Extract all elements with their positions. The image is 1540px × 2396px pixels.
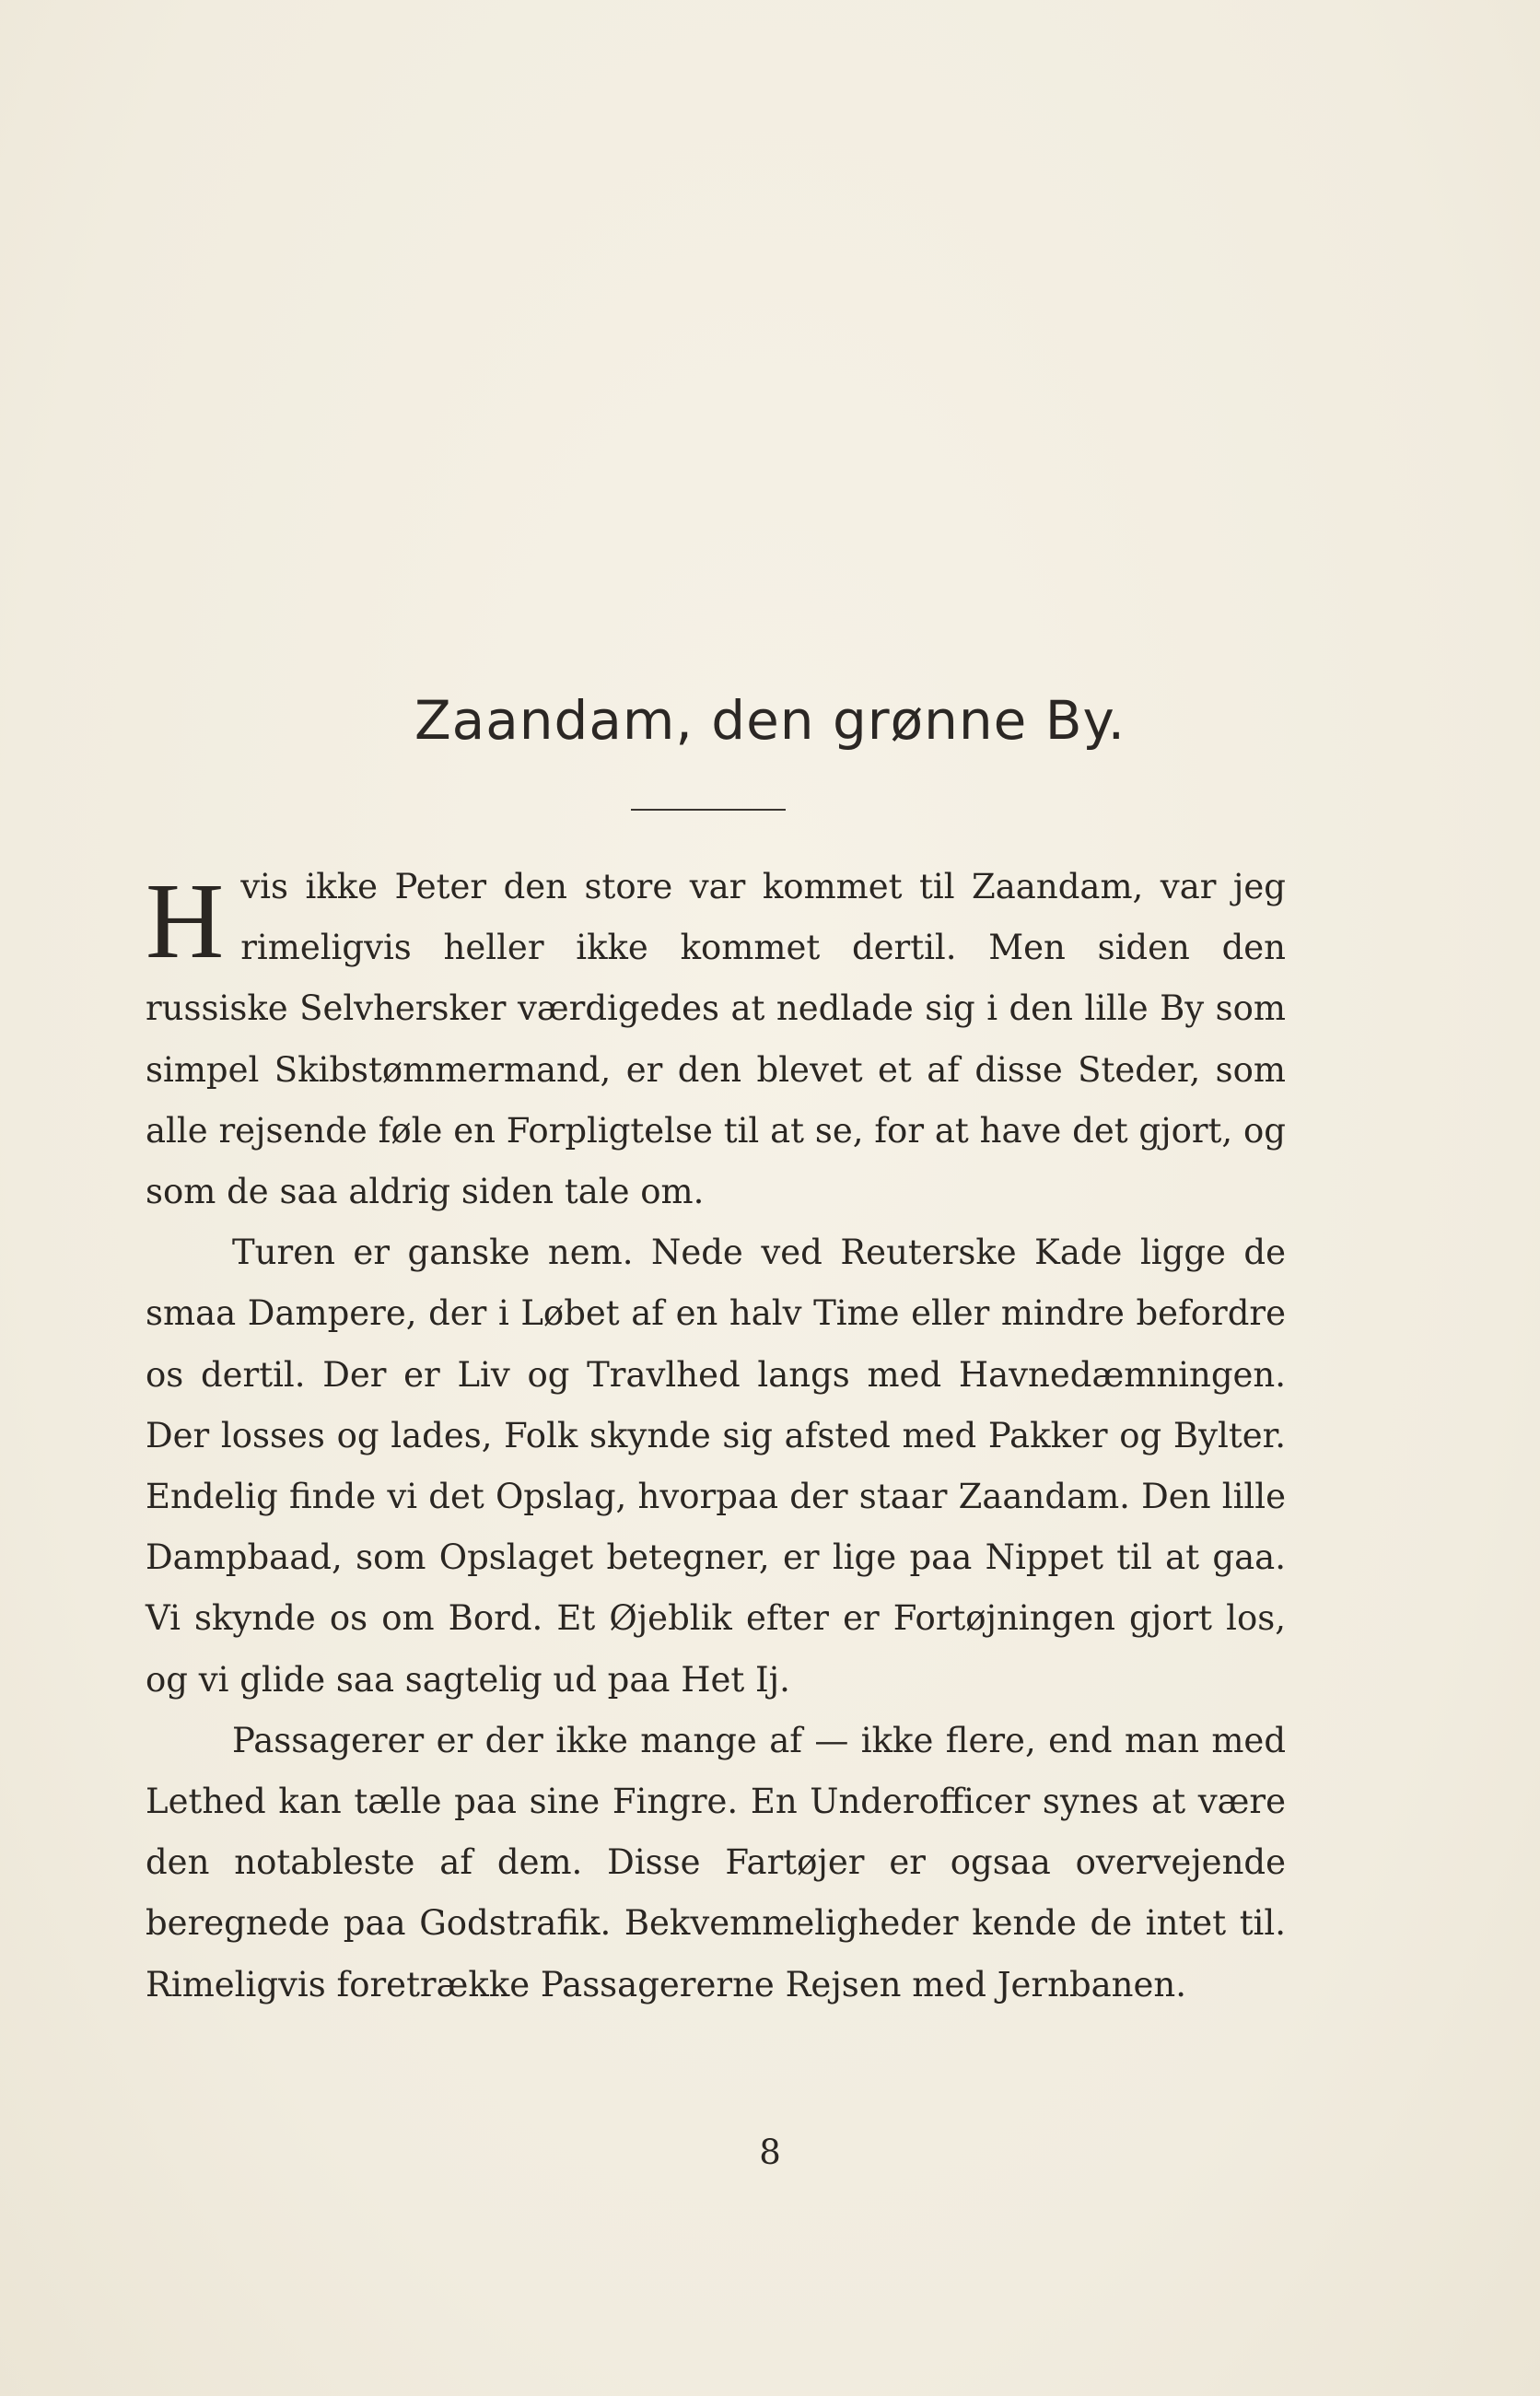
paragraph-3: Passagerer er der ikke mange af — ikke flere, end man med Lethed kan tælle paa sine Fingre. En Underofficer synes at være den notableste af dem. Disse Fartøjer er ogsaa overvejende beregnede paa Godstrafik. Bekvemmeligheder kende de intet til. Rimeligvis foretrække Passagererne Rejsen med Jernbanen. bbox=[146, 1720, 1286, 2004]
body-text bbox=[146, 857, 1286, 2016]
paragraph-2: Turen er ganske nem. Nede ved Reuterske Kade ligge de smaa Dampere, der i Løbet af en halv Time eller mindre befordre os dertil. Der er Liv og Travlhed langs med Havnedæmningen. Der losses og lades, Folk skynde sig afsted med Pakker og Bylter. Endelig finde vi det Opslag, hvorpaa der staar Zaandam. Den lille Dampbaad, som Opslaget betegner, er lige paa Nippet til at gaa. Vi skynde os om Bord. Et Øjeblik efter er Fortøjningen gjort los, og vi glide saa sagtelig ud paa Het Ij. bbox=[146, 1233, 1286, 1700]
paragraph-1 bbox=[146, 857, 1286, 1222]
paragraph-1-text: vis ikke Peter den store var kommet til Zaandam, var jeg rimeligvis heller ikke kommet dertil. Men siden den russiske Selvhersker værdigedes at nedlade sig i den lille By som simpel Skibstømmermand, er den blevet et af disse Steder, som alle rejsende føle en Forpligtelse til at se, for at have det gjort, og som de saa aldrig siden tale om. bbox=[146, 867, 1286, 1212]
chapter-title: Zaandam, den grønne By. bbox=[414, 689, 1126, 752]
title-divider-rule bbox=[631, 809, 786, 811]
drop-cap-letter: H bbox=[146, 860, 225, 981]
page-number: 8 bbox=[759, 2133, 781, 2172]
